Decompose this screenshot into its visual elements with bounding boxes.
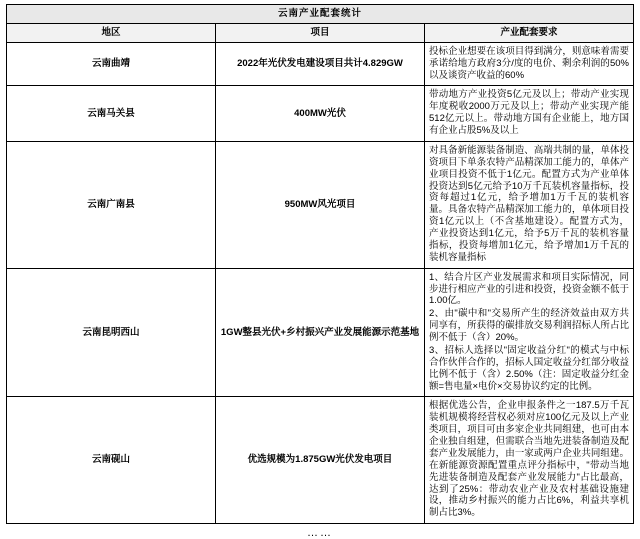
requirement-paragraph: 2、由"碳中和"交易所产生的经济效益由双方共同享有，所获得的碳排放交易利润招标人所占比例不低于（含）20%。 [429, 308, 629, 343]
cell-project: 400MW光伏 [216, 86, 425, 142]
table-row [7, 397, 634, 524]
continuation-ellipsis: …… [307, 527, 333, 539]
cell-project: 950MW风光项目 [216, 141, 425, 268]
requirement-paragraph: 1、结合片区产业发展需求和项目实际情况，同步进行相应产业的引进和投资，投资金额不低于1.00亿。 [429, 271, 629, 307]
cell-project: 优选规模为1.875GW光伏发电项目 [216, 397, 425, 524]
cell-project: 2022年光伏发电建设项目共计4.829GW [216, 42, 425, 86]
cell-requirements [425, 268, 634, 397]
table-header-row [7, 23, 634, 42]
cell-region: 云南广南县 [7, 141, 216, 268]
cell-region: 云南昆明西山 [7, 268, 216, 397]
requirement-paragraph: 带动地方产业投资5亿元及以上；带动产业实现年度税收2000万元及以上；带动产业实现产能512亿元以上。带动地方国有企业能上，地方国有企业占股5%及以上 [429, 89, 629, 136]
cell-requirements [425, 42, 634, 86]
table-row [7, 86, 634, 142]
column-header-region: 地区 [7, 23, 216, 42]
requirement-paragraph: 3、招标人选择以"固定收益分红"的模式与中标合作伙伴合作的，招标人国定收益分红部分收益比例不低于（含）2.50%（注：固定收益分红金额=售电量×电价×交易协议约定的比例。 [429, 344, 629, 392]
column-header-project: 项目 [216, 23, 425, 42]
table-title: 云南产业配套统计 [7, 5, 634, 24]
table-row [7, 141, 634, 268]
table-title-row [7, 5, 634, 24]
requirement-paragraph: 对具备新能源装备制造、高端共制的量，单体投资项目下单条农特产品精深加工能力的，单体产业项目投资不低于1亿元。配置方式为产业单体投资达到5亿元给予10万千瓦装机容量指标，投资每超过1亿元，给予增加1万千瓦的装机容量。具备农特产品精深加工能力的，单体项目投资1亿元以上（不含基地建设）。配置方式为，产业投资达到1亿元，给予5万千瓦的装机容量指标，投资每增加1亿元，给予增加1万千瓦的装机容量指标 [429, 144, 629, 263]
table-row [7, 268, 634, 397]
cell-region: 云南马关县 [7, 86, 216, 142]
cell-region: 云南曲靖 [7, 42, 216, 86]
table-row [7, 42, 634, 86]
industry-support-table [6, 4, 634, 524]
cell-requirements [425, 397, 634, 524]
cell-requirements [425, 86, 634, 142]
column-header-requirements: 产业配套要求 [425, 23, 634, 42]
cell-requirements [425, 141, 634, 268]
requirement-paragraph: 投标企业想要在该项目得到满分，则意味着需要承诺给地方政府3分/度的电价、剩余利润的50%以及谈资产收益的60% [429, 45, 629, 81]
cell-region: 云南砚山 [7, 397, 216, 524]
requirement-paragraph: 根据优选公告，企业申报条件之一187.5万千瓦装机规模将经营权必须对应100亿元及以上产业类项目，项目可由多家企业共同组建，也可由本企业独自组建，但需联合当地先进装备制造及配套产业发展能力，由一家或两户企业共同组建。在新能源资源配置重点评分指标中，"带动当地先进装备制造及配套产业发展能力"占比最高，达到了25%：带动农业产业及农村基础设施建设，推动乡村振兴的能力占比6%，利益共享机制占比3%。 [429, 400, 629, 519]
cell-project: 1GW整县光伏+乡村振兴产业发展能源示范基地 [216, 268, 425, 397]
